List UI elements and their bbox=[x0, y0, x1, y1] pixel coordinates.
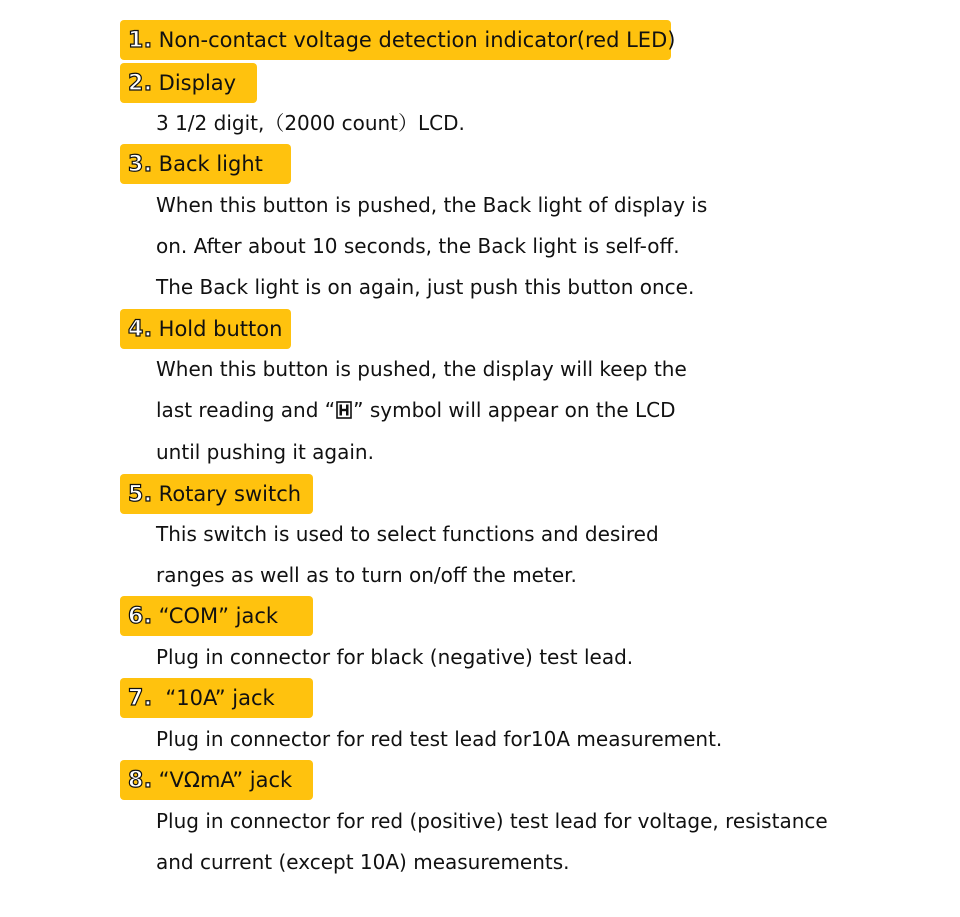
section-heading-display bbox=[120, 63, 257, 103]
section-number: 6. bbox=[128, 603, 153, 629]
section-heading-rotary-switch bbox=[120, 474, 313, 514]
section-title: “VΩmA” jack bbox=[158, 768, 293, 792]
back-light-description-line-3: The Back light is on again, just push this button once. bbox=[156, 275, 695, 299]
com-jack-description: Plug in connector for black (negative) test lead. bbox=[156, 645, 634, 669]
rotary-switch-description-line-1: This switch is used to select functions and desired bbox=[156, 522, 659, 546]
back-light-description-line-2: on. After about 10 seconds, the Back light is self-off. bbox=[156, 234, 680, 258]
section-number: 3. bbox=[128, 151, 153, 177]
vomA-jack-description-line-2: and current (except 10A) measurements. bbox=[156, 850, 570, 874]
hold-button-description-line-2 bbox=[156, 390, 676, 431]
section-heading-hold-button bbox=[120, 309, 291, 349]
section-heading-back-light bbox=[120, 144, 291, 184]
section-number: 7. bbox=[128, 685, 153, 711]
hold-button-description-line-3: until pushing it again. bbox=[156, 440, 374, 464]
section-number: 2. bbox=[128, 70, 153, 96]
section-title: Rotary switch bbox=[158, 482, 302, 506]
section-number: 4. bbox=[128, 316, 153, 342]
hold-symbol-icon bbox=[336, 401, 352, 419]
section-title: Hold button bbox=[158, 317, 283, 341]
section-number: 5. bbox=[128, 481, 153, 507]
section-title: Back light bbox=[158, 152, 263, 176]
section-title: “10A” jack bbox=[158, 686, 275, 710]
hold-button-description-line-1: When this button is pushed, the display will keep the bbox=[156, 357, 687, 381]
back-light-description-line-1: When this button is pushed, the Back light of display is bbox=[156, 193, 708, 217]
10a-jack-description: Plug in connector for red test lead for10A measurement. bbox=[156, 727, 723, 751]
hold-text-before-symbol: last reading and “ bbox=[156, 398, 336, 422]
section-heading-non-contact-indicator bbox=[120, 20, 676, 60]
hold-text-after-symbol: ” symbol will appear on the LCD bbox=[353, 398, 676, 422]
section-number: 1. bbox=[128, 27, 153, 53]
display-description: 3 1/2 digit,（2000 count）LCD. bbox=[156, 111, 465, 135]
vomA-jack-description-line-1: Plug in connector for red (positive) test lead for voltage, resistance bbox=[156, 809, 828, 833]
section-heading-10a-jack bbox=[120, 678, 313, 718]
section-number: 8. bbox=[128, 767, 153, 793]
section-title: “COM” jack bbox=[158, 604, 279, 628]
section-heading-com-jack bbox=[120, 596, 313, 636]
section-heading-vomA-jack bbox=[120, 760, 313, 800]
section-title: Non-contact voltage detection indicator(red LED) bbox=[158, 28, 676, 52]
rotary-switch-description-line-2: ranges as well as to turn on/off the meter. bbox=[156, 563, 577, 587]
section-title: Display bbox=[158, 71, 237, 95]
